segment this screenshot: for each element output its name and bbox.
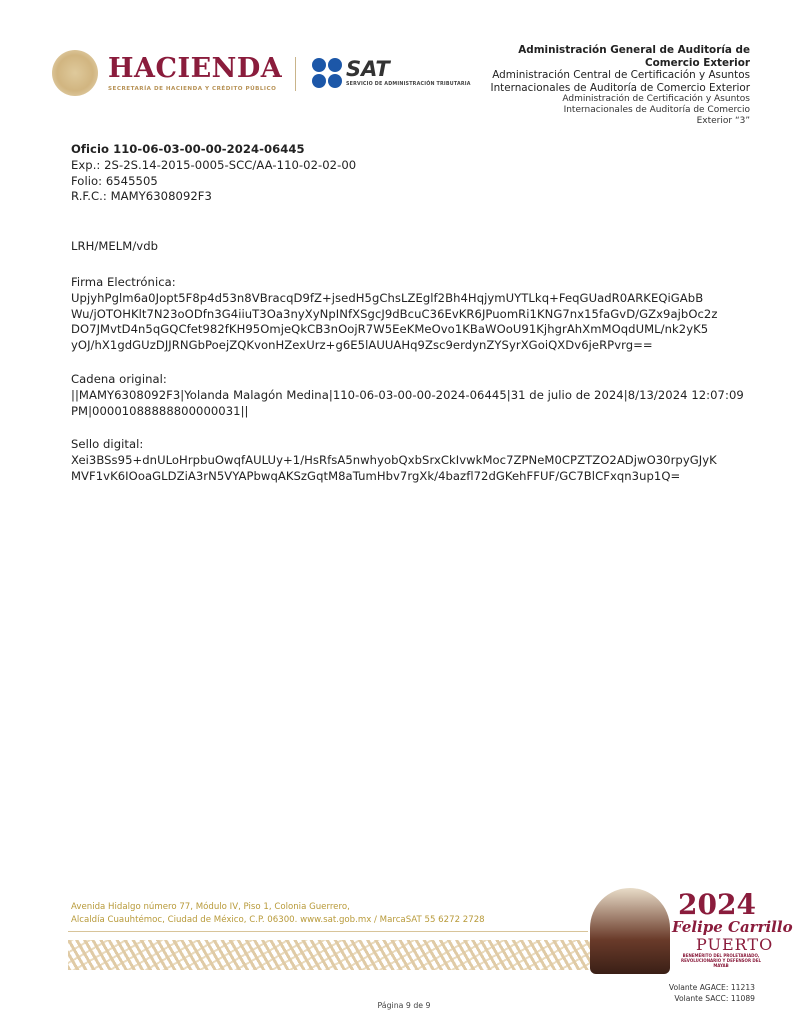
portrait-image [590,888,670,974]
cadena-line: PM|00001088888800000031|| [71,403,249,418]
sello-line: Xei3BSs95+dnULoHrpbuOwqfAULUy+1/HsRfsA5nwhyobQxbSrxCkIvwkMoc7ZPNeM0CPZTZO2ADjwO30rpyGJyK [71,452,717,467]
firma-line: DO7JMvtD4n5qGQCfet982fKH95OmjeQkCB3nOojR7W5EeKMeOvo1KBaWOoU91KjhgrAhXmMOqdUML/nk2yK5 [71,322,709,337]
sello-label: Sello digital: [71,437,144,451]
sat-dots-icon [312,58,342,88]
address-line: Alcaldía Cuauhtémoc, Ciudad de México, C.P. 06300. www.sat.gob.mx / MarcaSAT 55 6272 2728 [71,915,485,925]
cadena-line: ||MAMY6308092F3|Yolanda Malagón Medina|110-06-03-00-00-2024-06445|31 de julio de 2024|8/13/2024 12:07:09 [71,387,744,402]
footer-divider [68,931,588,932]
org-line: Internacionales de Auditoría de Comercio [563,105,750,115]
initials: LRH/MELM/vdb [71,239,159,253]
year-logo: 2024 [678,888,756,921]
expediente: Exp.: 2S-2S.14-2015-0005-SCC/AA-110-02-02-00 [71,157,357,172]
org-line: Internacionales de Auditoría de Comercio Exterior [490,81,750,94]
year-name: Felipe Carrillo [672,918,793,936]
org-line: Comercio Exterior [644,56,750,69]
org-line: Administración Central de Certificación y Asuntos [492,69,750,81]
volante-sacc: Volante SACC: 11089 [674,994,755,1003]
hacienda-subtitle: SECRETARÍA DE HACIENDA Y CRÉDITO PÚBLICO [108,85,277,92]
sello-digital [71,437,717,484]
firma-line: yOJ/hX1gdGUzDJJRNGbPoejZQKvonHZexUrz+g6E5lAUUAHq9Zsc9erdynZYSyrXGoiQXDv6jeRPvrg== [71,338,653,353]
firma-line: Wu/jOTOHKlt7N23oODfn3G4iiuT3Oa3nyXyNpINfXSgcJ9dBcuC36EvKR6JPuomRi1KNG7nx15faGvD/GZx9ajbOc2z [71,306,718,321]
firma-label: Firma Electrónica: [71,275,176,289]
sat-title: SAT [346,57,390,81]
volante-agace: Volante AGACE: 11213 [668,983,755,992]
org-line: Administración de Certificación y Asuntos [562,94,750,104]
page-number: Página 9 de 9 [377,1001,431,1010]
hacienda-logo [52,50,282,96]
sat-logo [312,58,471,88]
firma-line: UpjyhPglm6a0Jopt5F8p4d53n8VBracqD9fZ+jsedH5gChsLZEglf2Bh4HqjymUYTLkq+FeqGUadR0ARKEQiGAbB [71,290,704,305]
cadena-label: Cadena original: [71,372,167,386]
firma-electronica [71,275,718,354]
oficio-number: Oficio 110-06-03-00-00-2024-06445 [71,142,305,156]
sello-line: MVF1vK6IOoaGLDZiA3rN5VYAPbwqAKSzGqtM8aTumHbv7rgXk/4bazfl72dGKehFFUF/GC7BlCFxqn3up1Q= [71,468,681,483]
footer-address [71,901,485,927]
year-name-2: PUERTO [696,935,774,954]
hacienda-title: HACIENDA [108,52,283,84]
logo-divider [295,57,296,91]
folio: Folio: 6545505 [71,173,158,188]
organization-header [491,44,750,127]
document-reference [71,142,356,205]
cadena-original [71,372,744,419]
national-seal-icon [52,50,98,96]
address-line: Avenida Hidalgo número 77, Módulo IV, Piso 1, Colonia Guerrero, [71,902,350,912]
decorative-pattern [68,940,598,970]
rfc: R.F.C.: MAMY6308092F3 [71,189,212,204]
sat-subtitle: SERVICIO DE ADMINISTRACIÓN TRIBUTARIA [346,82,471,87]
org-line: Exterior “3” [696,116,750,126]
org-line: Administración General de Auditoría de [518,44,750,56]
year-tagline: BENEMÉRITO DEL PROLETARIADO, REVOLUCIONARIO Y DEFENSOR DEL MAYAB [680,953,762,968]
